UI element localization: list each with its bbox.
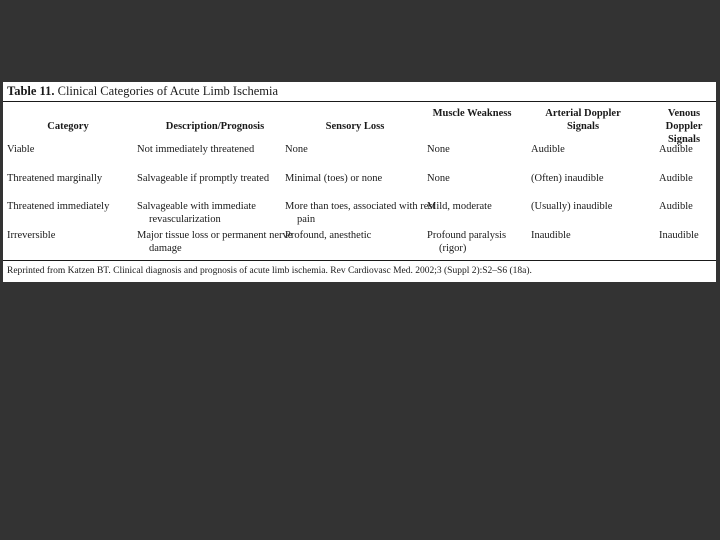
cell-venous-doppler: Audible xyxy=(659,144,693,155)
cell-venous-doppler: Audible xyxy=(659,173,693,184)
table-footnote: Reprinted from Katzen BT. Clinical diagnosis and prognosis of acute limb ischemia. Rev Cardiovasc Med. 2002;3 (Suppl 2):S2–S6 (18a). xyxy=(7,266,532,276)
cell-muscle-weakness: None xyxy=(427,173,450,184)
cell-category: Irreversible xyxy=(7,230,56,241)
cell-description: Major tissue loss or permanent nerve damage xyxy=(137,230,293,254)
cell-venous-doppler: Inaudible xyxy=(659,230,699,241)
cell-description: Salvageable with immediate revascularization xyxy=(137,201,256,225)
cell-description: Not immediately threatened xyxy=(137,144,255,155)
cell-muscle-weakness: Mild, moderate xyxy=(427,201,492,212)
cell-sensory-loss: More than toes, associated with rest pain xyxy=(285,201,436,225)
header-arterial-doppler: Arterial Doppler Signals xyxy=(545,108,621,132)
table-bottom-rule xyxy=(3,260,716,261)
cell-sensory-loss: Profound, anesthetic xyxy=(285,230,372,241)
caption-label: Table 11. xyxy=(7,84,55,98)
cell-arterial-doppler: Inaudible xyxy=(531,230,571,241)
table-caption xyxy=(7,83,278,99)
cell-arterial-doppler: Audible xyxy=(531,144,565,155)
header-sensory-loss: Sensory Loss xyxy=(325,121,385,132)
cell-category: Threatened immediately xyxy=(7,201,110,212)
cell-venous-doppler: Audible xyxy=(659,201,693,212)
cell-description: Salvageable if promptly treated xyxy=(137,173,270,184)
cell-arterial-doppler: (Often) inaudible xyxy=(531,173,604,184)
table-image xyxy=(3,82,716,282)
cell-muscle-weakness: Profound paralysis (rigor) xyxy=(427,230,507,254)
header-category: Category xyxy=(47,121,89,132)
cell-category: Viable xyxy=(7,144,35,155)
cell-muscle-weakness: None xyxy=(427,144,450,155)
header-venous-doppler: Venous Doppler Signals xyxy=(665,108,703,145)
table-top-rule xyxy=(3,101,716,102)
cell-arterial-doppler: (Usually) inaudible xyxy=(531,201,613,212)
header-description: Description/Prognosis xyxy=(165,121,265,132)
cell-sensory-loss: Minimal (toes) or none xyxy=(285,173,383,184)
cell-sensory-loss: None xyxy=(285,144,308,155)
cell-category: Threatened marginally xyxy=(7,173,103,184)
caption-title: Clinical Categories of Acute Limb Ischemia xyxy=(57,84,279,98)
header-muscle-weakness: Muscle Weakness xyxy=(432,108,512,119)
